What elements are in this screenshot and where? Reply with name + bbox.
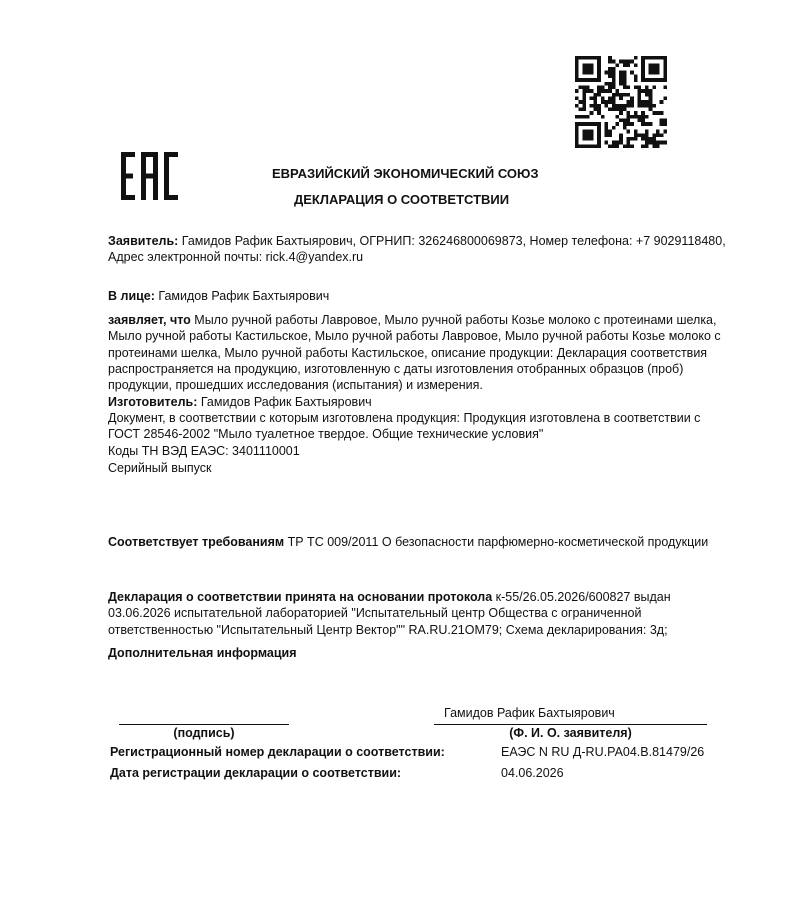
person-paragraph <box>108 288 728 304</box>
release-line: Серийный выпуск <box>108 461 212 475</box>
additional-info-heading: Дополнительная информация <box>108 646 297 660</box>
declares-paragraph <box>108 312 728 393</box>
document-paragraph: Документ, в соответствии с которым изготовлена продукция: Продукция изготовлена в соответствии с ГОСТ 28546-2002 "Мыло туалетное твердое. Общие технические условия" <box>108 411 701 442</box>
manufacturer-label: Изготовитель: <box>108 395 198 409</box>
declares-label: заявляет, что <box>108 313 191 327</box>
applicant-text: Гамидов Рафик Бахтыярович, ОГРНИП: 326246800069873, Номер телефона: +7 9029118480, Адрес электронной почты: rick.4@yandex.ru <box>108 234 726 265</box>
person-label: В лице: <box>108 289 155 303</box>
applicant-name-value: Гамидов Рафик Бахтыярович <box>444 706 615 720</box>
qr-code-image <box>575 56 667 148</box>
codes-line: Коды ТН ВЭД ЕАЭС: 3401110001 <box>108 444 300 458</box>
name-line <box>434 724 707 725</box>
manufacturer-text: Гамидов Рафик Бахтыярович <box>197 395 372 409</box>
registration-date-label: Дата регистрации декларации о соответствии: <box>110 766 402 780</box>
person-text: Гамидов Рафик Бахтыярович <box>154 289 330 303</box>
eac-logo <box>121 152 179 200</box>
declaration-title: ДЕКЛАРАЦИЯ О СООТВЕТСТВИИ <box>294 192 510 207</box>
basis-text: к-55/26.05.2026/600827 выдан 03.06.2026 испытательной лабораторией "Испытательный центр Общества с ограниченной ответственностью "Испытательный Центр Вектор"" RA.RU.21ОМ79; Схема декларирования: 3д; <box>108 590 671 637</box>
applicant-paragraph <box>108 233 728 266</box>
registration-number-value: ЕАЭС N RU Д-RU.РА04.В.81479/26 <box>501 745 705 759</box>
name-caption: (Ф. И. О. заявителя) <box>509 726 632 740</box>
signature-line <box>119 724 289 725</box>
declares-text: Мыло ручной работы Лавровое, Мыло ручной работы Козье молоко с протеинами шелка, Мыло ручной работы Кастильское, Мыло ручной работы Лавровое, Мыло ручной работы Козье молоко с протеинами шелка, Мыло ручной работы Кастильское, описание продукции: Декларация соответствия распространяется на продукцию, изготовленную с даты изготовления отобранных образцов (проб) продукции, прошедших исследования (испытания) и измерения. <box>108 313 721 393</box>
basis-label: Декларация о соответствии принята на основании протокола <box>108 590 493 604</box>
registration-date-value: 04.06.2026 <box>501 766 564 780</box>
compliance-label: Соответствует требованиям <box>108 535 285 549</box>
applicant-label: Заявитель: <box>108 234 179 248</box>
basis-paragraph <box>108 589 728 638</box>
union-title: ЕВРАЗИЙСКИЙ ЭКОНОМИЧЕСКИЙ СОЮЗ <box>272 166 539 181</box>
signature-caption: (подпись) <box>173 726 235 740</box>
registration-number-label: Регистрационный номер декларации о соответствии: <box>110 745 445 759</box>
compliance-paragraph <box>108 534 728 550</box>
compliance-text: ТР ТС 009/2011 О безопасности парфюмерно-косметической продукции <box>284 535 709 549</box>
manufacturer-paragraph <box>108 394 728 410</box>
